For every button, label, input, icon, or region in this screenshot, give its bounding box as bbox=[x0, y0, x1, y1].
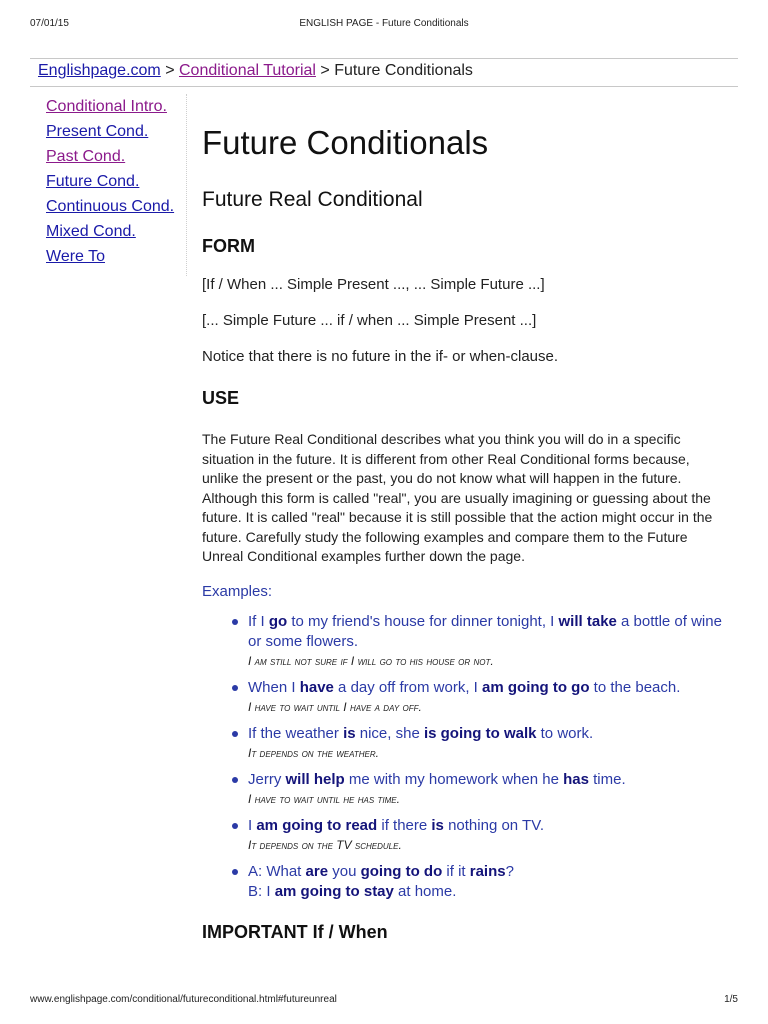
breadcrumb-separator: > bbox=[160, 62, 179, 79]
sentence-fragment: a day off from work, I bbox=[333, 678, 483, 696]
breadcrumb bbox=[38, 62, 473, 80]
sentence-fragment: a bottle of wine or some flowers. bbox=[248, 612, 722, 650]
sidebar-item-were-to[interactable]: Were To bbox=[46, 248, 105, 265]
sidebar-item-mixed-cond[interactable]: Mixed Cond. bbox=[46, 223, 136, 240]
important-heading: IMPORTANT If / When bbox=[202, 921, 388, 942]
sidebar-item-continuous-cond[interactable]: Continuous Cond. bbox=[46, 198, 175, 215]
breadcrumb-current: Future Conditionals bbox=[334, 62, 473, 79]
sentence-fragment: you bbox=[328, 862, 361, 880]
sentence-fragment: nice, she bbox=[355, 724, 424, 742]
bullet-icon bbox=[232, 619, 238, 625]
sidebar-divider bbox=[186, 94, 187, 276]
form-heading: FORM bbox=[202, 236, 255, 256]
emphasized-verb: is bbox=[343, 724, 356, 742]
section-title-future-real: Future Real Conditional bbox=[202, 188, 423, 211]
breadcrumb-top-divider bbox=[30, 58, 738, 59]
form-pattern-1: [If / When ... Simple Present ..., ... Simple Future ...] bbox=[202, 276, 545, 293]
emphasized-verb: have bbox=[299, 678, 334, 696]
sentence-fragment: if it bbox=[442, 862, 470, 880]
example-item bbox=[248, 678, 722, 716]
print-header bbox=[30, 18, 738, 32]
dialog-line-b bbox=[248, 883, 456, 900]
footer-url: www.englishpage.com/conditional/futureconditional.html#futureunreal bbox=[30, 994, 337, 1005]
sentence-fragment: If I bbox=[248, 612, 269, 630]
emphasized-verb: is going to walk bbox=[423, 724, 537, 742]
sentence-fragment: I bbox=[248, 816, 257, 834]
sentence-fragment: if there bbox=[377, 816, 432, 834]
bullet-icon bbox=[232, 685, 238, 691]
example-sentence bbox=[248, 817, 544, 834]
sidebar-item-past-cond[interactable]: Past Cond. bbox=[46, 148, 126, 165]
form-note: Notice that there is no future in the if- or when-clause. bbox=[202, 348, 559, 365]
emphasized-verb: go bbox=[268, 612, 288, 630]
sentence-fragment: time. bbox=[588, 770, 626, 788]
breadcrumb-tutorial-link[interactable]: Conditional Tutorial bbox=[178, 62, 316, 79]
sidebar-nav bbox=[46, 94, 186, 276]
example-item bbox=[248, 612, 722, 670]
bullet-icon bbox=[232, 731, 238, 737]
sidebar-item-present-cond[interactable]: Present Cond. bbox=[46, 123, 149, 140]
example-item bbox=[248, 770, 722, 808]
bullet-icon bbox=[232, 777, 238, 783]
example-dialog bbox=[248, 862, 722, 902]
example-note: It depends on the TV schedule. bbox=[248, 837, 402, 852]
example-sentence bbox=[248, 679, 680, 696]
main-content bbox=[202, 118, 722, 943]
emphasized-verb: am going to go bbox=[482, 678, 590, 696]
use-paragraph: The Future Real Conditional describes what you think you will do in a specific situation in the future. It is different from other Real Conditional forms because, unlike the present or the past, you do not know what will happen in the future. Although this form is called "real", you are usually imagining or guessing about the future. It is called "real" because it is still possible that the action might occur in the future. Carefully study the following examples and compare them to the Future Unreal Conditional examples further down the page. bbox=[202, 431, 713, 564]
sentence-fragment: to my friend's house for dinner tonight, I bbox=[287, 612, 559, 630]
sidebar-item-future-cond[interactable]: Future Cond. bbox=[46, 173, 140, 190]
breadcrumb-bottom-divider bbox=[30, 86, 738, 87]
emphasized-verb: is bbox=[431, 816, 444, 834]
example-sentence bbox=[248, 771, 626, 788]
bullet-icon bbox=[232, 869, 238, 875]
sentence-fragment: at home. bbox=[393, 882, 457, 900]
sidebar-item-conditional-intro[interactable]: Conditional Intro. bbox=[46, 98, 167, 115]
breadcrumb-home-link[interactable]: Englishpage.com bbox=[38, 62, 161, 79]
emphasized-verb: will help bbox=[285, 770, 345, 788]
sentence-fragment: to work. bbox=[536, 724, 594, 742]
emphasized-verb: will take bbox=[558, 612, 617, 630]
footer-page-number: 1/5 bbox=[724, 994, 738, 1005]
example-note: I am still not sure if I will go to his house or not. bbox=[248, 653, 494, 668]
example-note: I have to wait until he has time. bbox=[248, 791, 400, 806]
example-item bbox=[248, 816, 722, 854]
sentence-fragment: to the beach. bbox=[589, 678, 681, 696]
dialog-line-a bbox=[248, 863, 514, 880]
bullet-icon bbox=[232, 823, 238, 829]
example-note: I have to wait until I have a day off. bbox=[248, 699, 422, 714]
emphasized-verb: going to do bbox=[360, 862, 443, 880]
example-note: It depends on the weather. bbox=[248, 745, 379, 760]
print-title: ENGLISH PAGE - Future Conditionals bbox=[299, 18, 469, 29]
sentence-fragment: If the weather bbox=[248, 724, 344, 742]
emphasized-verb: am going to stay bbox=[274, 882, 394, 900]
example-sentence bbox=[248, 613, 722, 650]
emphasized-verb: are bbox=[305, 862, 329, 880]
use-heading: USE bbox=[202, 388, 240, 408]
sentence-fragment: nothing on TV. bbox=[443, 816, 544, 834]
form-pattern-2: [... Simple Future ... if / when ... Simple Present ...] bbox=[202, 312, 537, 329]
sentence-fragment: ? bbox=[505, 862, 514, 880]
breadcrumb-separator: > bbox=[315, 62, 335, 79]
examples-label: Examples: bbox=[202, 582, 273, 600]
example-item bbox=[248, 724, 722, 762]
sentence-fragment: Jerry bbox=[248, 770, 286, 788]
emphasized-verb: has bbox=[563, 770, 589, 788]
page-title: Future Conditionals bbox=[202, 124, 489, 161]
print-footer bbox=[30, 994, 738, 1006]
emphasized-verb: am going to read bbox=[256, 816, 378, 834]
example-sentence bbox=[248, 725, 593, 742]
sentence-fragment: B: I bbox=[248, 882, 275, 900]
sentence-fragment: A: What bbox=[248, 862, 306, 880]
print-date: 07/01/15 bbox=[30, 18, 69, 29]
examples-list bbox=[202, 612, 722, 902]
emphasized-verb: rains bbox=[469, 862, 506, 880]
sentence-fragment: When I bbox=[248, 678, 300, 696]
sentence-fragment: me with my homework when he bbox=[344, 770, 564, 788]
